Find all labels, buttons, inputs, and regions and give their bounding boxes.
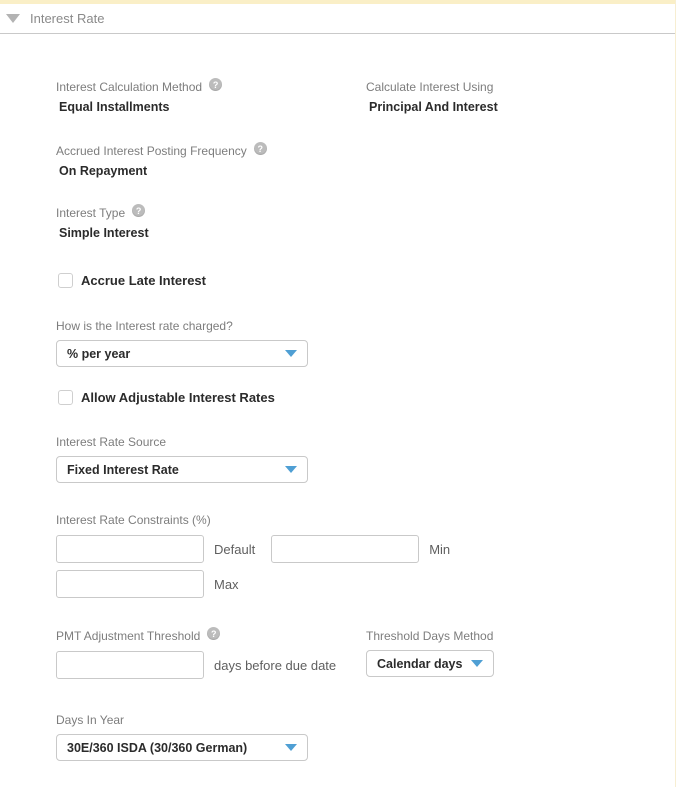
interest-type-value: Simple Interest bbox=[59, 226, 149, 240]
accrued-interest-posting-frequency-label: Accrued Interest Posting Frequency bbox=[56, 144, 247, 158]
interest-rate-form bbox=[0, 80, 675, 761]
accrue-late-interest-checkbox-row[interactable] bbox=[58, 273, 675, 288]
section-title: Interest Rate bbox=[30, 11, 105, 26]
pmt-adjustment-threshold-label: PMT Adjustment Threshold bbox=[56, 629, 201, 643]
section-divider bbox=[0, 33, 675, 34]
interest-rate-constraints-label: Interest Rate Constraints (%) bbox=[56, 513, 211, 527]
interest-calculation-method-label: Interest Calculation Method bbox=[56, 80, 203, 94]
constraint-min-input[interactable] bbox=[271, 535, 419, 563]
threshold-days-method-select[interactable] bbox=[366, 650, 494, 677]
help-icon[interactable]: ? bbox=[254, 142, 267, 155]
allow-adjustable-rates-label: Allow Adjustable Interest Rates bbox=[81, 390, 275, 405]
allow-adjustable-rates-checkbox[interactable] bbox=[58, 390, 73, 405]
interest-type-label: Interest Type bbox=[56, 206, 126, 220]
interest-rate-source-selected-value: Fixed Interest Rate bbox=[67, 462, 179, 477]
constraint-min-label: Min bbox=[429, 541, 451, 557]
allow-adjustable-rates-checkbox-row[interactable] bbox=[58, 390, 675, 405]
days-in-year-selected-value: 30E/360 ISDA (30/360 German) bbox=[67, 740, 248, 755]
pmt-threshold-suffix: days before due date bbox=[214, 657, 337, 673]
rate-charged-label: How is the Interest rate charged? bbox=[56, 319, 233, 333]
collapse-triangle-icon[interactable] bbox=[6, 14, 20, 23]
interest-rate-source-select[interactable] bbox=[56, 456, 308, 483]
section-header-interest-rate[interactable] bbox=[0, 4, 675, 33]
chevron-down-icon bbox=[471, 660, 483, 667]
rate-charged-selected-value: % per year bbox=[67, 346, 131, 361]
threshold-days-method-selected-value: Calendar days bbox=[377, 656, 463, 671]
chevron-down-icon bbox=[285, 466, 297, 473]
help-icon[interactable]: ? bbox=[209, 78, 222, 91]
chevron-down-icon bbox=[285, 350, 297, 357]
pmt-adjustment-threshold-input[interactable] bbox=[56, 651, 204, 679]
calculate-interest-using-value: Principal And Interest bbox=[369, 100, 498, 114]
chevron-down-icon bbox=[285, 744, 297, 751]
threshold-days-method-label: Threshold Days Method bbox=[366, 629, 494, 643]
help-icon[interactable]: ? bbox=[132, 204, 145, 217]
interest-rate-source-label: Interest Rate Source bbox=[56, 435, 167, 449]
constraint-default-input[interactable] bbox=[56, 535, 204, 563]
constraint-max-label: Max bbox=[214, 576, 239, 592]
constraint-default-label: Default bbox=[214, 541, 256, 557]
accrued-interest-posting-frequency-value: On Repayment bbox=[59, 164, 148, 178]
calculate-interest-using-label: Calculate Interest Using bbox=[366, 80, 494, 94]
accrue-late-interest-checkbox[interactable] bbox=[58, 273, 73, 288]
help-icon[interactable]: ? bbox=[207, 627, 220, 640]
rate-charged-select[interactable] bbox=[56, 340, 308, 367]
days-in-year-label: Days In Year bbox=[56, 713, 125, 727]
days-in-year-select[interactable] bbox=[56, 734, 308, 761]
accrue-late-interest-label: Accrue Late Interest bbox=[81, 273, 206, 288]
interest-calculation-method-value: Equal Installments bbox=[59, 100, 170, 114]
constraint-max-input[interactable] bbox=[56, 570, 204, 598]
